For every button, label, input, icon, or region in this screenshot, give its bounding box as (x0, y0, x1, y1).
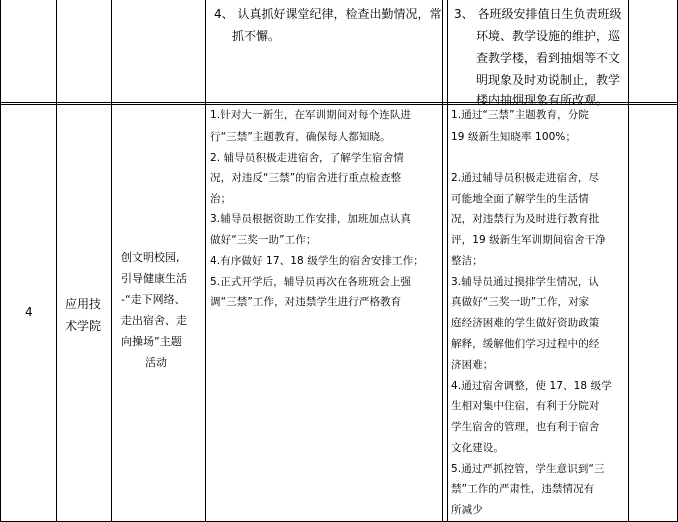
measure-text-line: 况，对违反“三禁”的宿舍进行重点检查整 (210, 172, 402, 184)
measure-text-line: 做好“三奖一助”工作； (210, 234, 317, 246)
effect-text-line: 1.通过“三禁”主题教育，分院 (451, 109, 589, 121)
effect-text-line: 查教学楼，看到抽烟等不文 (476, 51, 621, 65)
effect-text-line: 文化建设。 (451, 442, 504, 454)
measure-text-line: 抓不懈。 (232, 29, 281, 43)
activity-text-line: 创文明校园, (121, 251, 180, 264)
activity-text-line: 走出宿舍、走 (121, 314, 187, 327)
table-border (56, 0, 57, 522)
effect-text-line: 解释，缓解他们学习过程中的经 (451, 338, 600, 350)
measure-text-line: 1.针对大一新生，在军训期间对每个连队进 (210, 109, 412, 121)
effect-text-line: 整洁； (451, 255, 483, 267)
measure-text-line: 治； (210, 193, 232, 205)
effect-text-line: 可能地全面了解学生的生活情 (451, 193, 589, 205)
college-name-line: 术学院 (65, 319, 102, 333)
measure-text-line: 调“三禁”工作，对违禁学生进行严格教育 (210, 296, 402, 308)
effect-text-line: 况，对违禁行为及时进行教育批 (451, 213, 600, 225)
effect-text-line: 4.通过宿舍调整，使 17、18 级学 (451, 380, 612, 392)
college-name-line: 应用技 (65, 297, 102, 311)
measure-text-line: 5.正式开学后，辅导员再次在各班班会上强 (210, 276, 412, 288)
effect-text-line: 楼内抽烟现象有所改观。 (476, 93, 609, 107)
effect-text-line: 生相对集中住宿，有利于分院对 (451, 400, 600, 412)
effect-text-line: 2.通过辅导员积极走进宿舍，尽 (451, 172, 600, 184)
effect-text-line: 禁”工作的严肃性，违禁情况有 (451, 483, 595, 495)
effect-text-line: 3、 各班级安排值日生负责班级 (454, 7, 622, 21)
measure-text-line: 3.辅导员根据资助工作安排，加班加点认真 (210, 213, 412, 225)
table-border (628, 0, 629, 522)
table-border (447, 0, 448, 522)
measure-text-line: 2. 辅导员积极走进宿舍，了解学生宿舍情 (210, 152, 404, 164)
measure-text-line: 4.有序做好 17、18 级学生的宿舍安排工作； (210, 255, 424, 267)
measure-text-line: 4、 认真抓好课堂纪律，检查出勤情况，常 (214, 7, 442, 21)
table-border (111, 0, 112, 522)
effect-text-line: 评，19 级新生军训期间宿舍干净 (451, 234, 606, 246)
measure-text-line: 行“三禁”主题教育，确保每人都知晓。 (210, 131, 391, 143)
table-border (442, 0, 443, 522)
effect-text-line: 3.辅导员通过摸排学生情况，认 (451, 276, 600, 288)
effect-text-line: 济困难； (451, 359, 494, 371)
activity-text-line: -“走下网络、 (121, 293, 186, 306)
effect-text-line: 学生宿舍的管理，也有利于宿舍 (451, 421, 600, 433)
row-number: 4 (25, 305, 33, 319)
activity-text-line: 活动 (145, 356, 167, 369)
table-border (205, 0, 206, 522)
activity-text-line: 向操场”主题 (121, 335, 182, 348)
effect-text-line: 环境、教学设施的维护，巡 (476, 29, 621, 43)
effect-text-line: 明现象及时劝说制止，教学 (476, 73, 621, 87)
effect-text-line: 所减少 (451, 504, 483, 516)
effect-text-line: 庭经济困难的学生做好资助政策 (451, 317, 600, 329)
table-border (0, 0, 1, 522)
effect-text-line: 5.通过严抓控管，学生意识到“三 (451, 463, 605, 475)
effect-text-line: 19 级新生知晓率 100%； (451, 131, 577, 143)
effect-text-line: 真做好“三奖一助”工作，对家 (451, 296, 590, 308)
activity-text-line: 引导健康生活 (121, 272, 187, 285)
